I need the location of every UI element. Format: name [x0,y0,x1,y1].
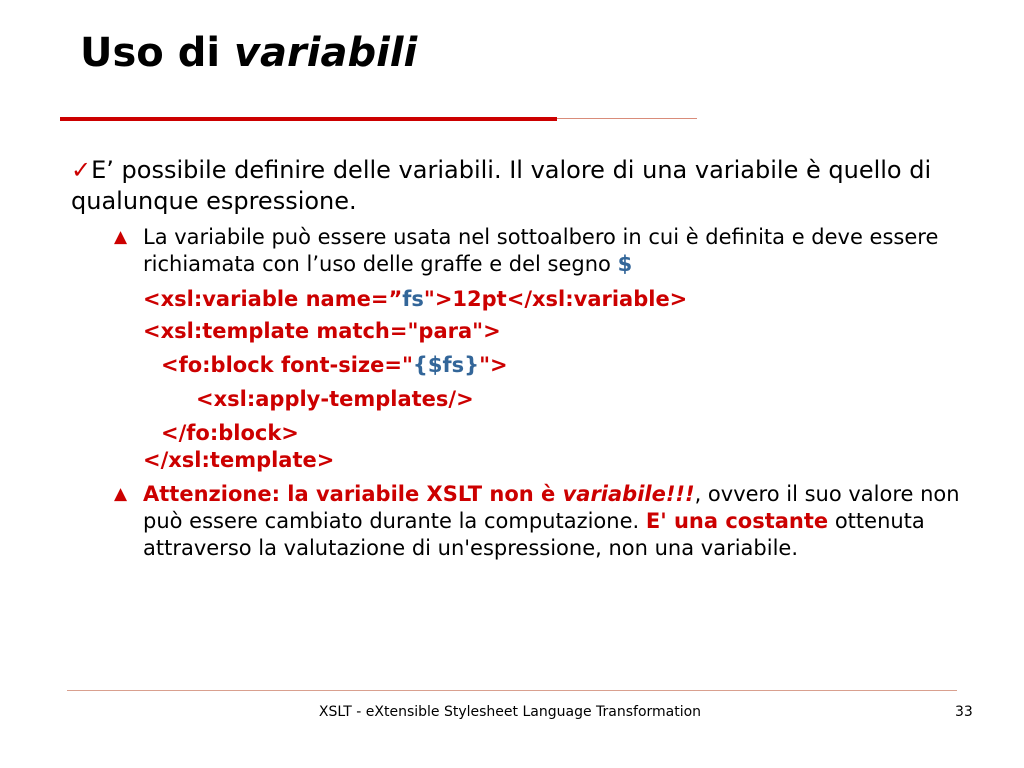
code-line-1a: <xsl:variable name=” [143,287,403,311]
checkmark-icon: ✓ [71,156,92,184]
code-line-1 [143,286,687,313]
warning-text-2: ottenuta attraverso la valutazione di un'espressione, non una variabile. [143,509,925,560]
sub-point-warning [143,481,993,562]
main-point [71,155,1011,217]
warning-bold: Attenzione: la variabile XSLT non è [143,482,563,506]
sub-point-text: La variabile può essere usata nel sottoalbero in cui è definita e deve essere richiamata con l’uso delle graffe e del segno [143,225,939,276]
code-line-3a: <fo:block font-size=" [161,353,413,377]
code-line-3 [161,352,508,379]
sub-point-variable-usage [143,224,1003,278]
footer-divider [67,690,957,691]
code-line-6: </xsl:template> [143,448,335,472]
triangle-bullet-icon: ▲ [114,227,128,247]
code-line-2: <xsl:template match="para"> [143,319,501,343]
triangle-bullet-icon: ▲ [114,484,128,504]
code-line-4: <xsl:apply-templates/> [196,387,474,411]
page-number: 33 [955,704,973,720]
dollar-sign: $ [617,252,633,276]
code-line-1c: ">12pt</xsl:variable> [423,287,688,311]
footer-caption: XSLT - eXtensible Stylesheet Language Transformation [318,704,702,720]
warning-italic: variabile!!! [562,482,695,506]
main-point-text: E’ possibile definire delle variabili. Il valore di una variabile è quello di qualunque espressione. [71,156,932,215]
code-line-5: </fo:block> [161,421,299,445]
code-line-3c: "> [479,353,508,377]
code-var-ref: {$fs} [412,353,480,377]
warning-text-1: , ovvero il suo valore non può essere cambiato durante la computazione. [143,482,960,533]
title-plain: Uso di [80,30,234,76]
title-italic: variabili [233,30,418,76]
code-var-name: fs [402,287,424,311]
warning-constant: E' una costante [645,509,829,533]
